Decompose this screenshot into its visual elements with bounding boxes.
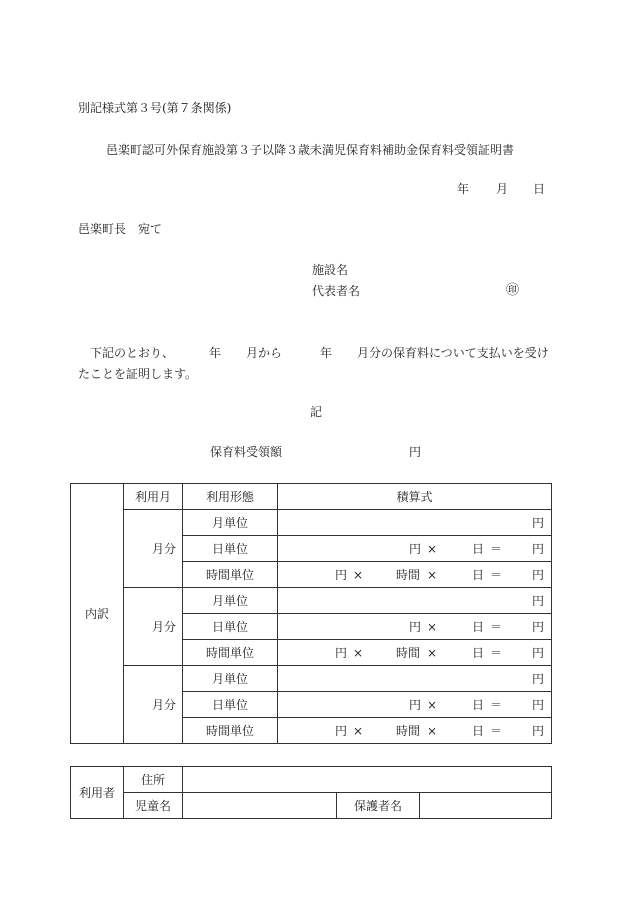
type-hourly: 時間単位	[183, 718, 278, 744]
type-daily: 日単位	[183, 614, 278, 640]
usage-month-header: 利用月	[124, 484, 183, 510]
days-unit: 日	[472, 541, 485, 556]
user-label: 利用者	[71, 767, 124, 819]
calc-cell-hourly	[278, 718, 552, 744]
type-monthly: 月単位	[183, 510, 278, 536]
address-field[interactable]	[183, 767, 552, 793]
yen-unit: 円	[532, 697, 545, 712]
breakdown-label: 内訳	[71, 484, 124, 744]
guardian-name-label: 保護者名	[337, 793, 420, 819]
yen-unit: 円	[532, 723, 545, 738]
yen-unit: 円	[532, 645, 545, 660]
ki-heading: 記	[310, 405, 323, 419]
hours-unit: 時間	[396, 723, 421, 738]
yen-unit: 円	[409, 541, 422, 556]
type-monthly: 月単位	[183, 588, 278, 614]
address-label: 住所	[124, 767, 183, 793]
date-month-label: 月	[496, 182, 509, 196]
calc-cell-monthly	[278, 510, 552, 536]
form-reference: 別記様式第３号(第７条関係)	[78, 101, 232, 115]
addressee: 邑楽町長 宛て	[78, 222, 163, 236]
days-unit: 日	[472, 723, 485, 738]
yen-unit: 円	[335, 567, 348, 582]
address-row	[71, 767, 552, 793]
times-sign: ×	[427, 619, 438, 634]
times-sign: ×	[353, 645, 364, 660]
table-header-row	[71, 484, 552, 510]
days-unit: 日	[472, 645, 485, 660]
month-cell: 月分	[124, 510, 183, 588]
calc-cell-monthly	[278, 666, 552, 692]
hours-unit: 時間	[396, 567, 421, 582]
equals-sign: ＝	[490, 697, 503, 712]
facility-name-label: 施設名	[312, 263, 349, 277]
body-year-2: 年	[320, 346, 333, 360]
times-sign: ×	[427, 567, 438, 582]
date-year-label: 年	[457, 182, 470, 196]
yen-unit: 円	[335, 723, 348, 738]
user-info-table	[70, 766, 552, 819]
table-row	[71, 666, 552, 692]
calc-cell-daily	[278, 536, 552, 562]
month-cell: 月分	[124, 666, 183, 744]
times-sign: ×	[427, 541, 438, 556]
yen-unit: 円	[532, 671, 545, 686]
calculation-header: 積算式	[278, 484, 552, 510]
yen-unit: 円	[409, 619, 422, 634]
child-name-field[interactable]	[183, 793, 337, 819]
days-unit: 日	[472, 697, 485, 712]
table-row	[71, 588, 552, 614]
calc-cell-daily	[278, 614, 552, 640]
amount-label: 保育料受領額	[210, 445, 283, 459]
calc-cell-monthly	[278, 588, 552, 614]
body-month-from: 月から	[246, 346, 283, 360]
days-unit: 日	[472, 619, 485, 634]
body-month-text: 月分の保育料について支払いを受け	[357, 346, 549, 360]
amount-unit: 円	[409, 445, 422, 459]
calc-cell-daily	[278, 692, 552, 718]
guardian-name-field[interactable]	[420, 793, 552, 819]
times-sign: ×	[353, 567, 364, 582]
body-text-line2: たことを証明します。	[78, 367, 198, 381]
body-year-1: 年	[209, 346, 222, 360]
yen-unit: 円	[409, 697, 422, 712]
table-row	[71, 510, 552, 536]
document-title: 邑楽町認可外保育施設第３子以降３歳未満児保育料補助金保育料受領証明書	[106, 143, 515, 157]
calc-cell-hourly	[278, 640, 552, 666]
type-daily: 日単位	[183, 536, 278, 562]
hours-unit: 時間	[396, 645, 421, 660]
yen-unit: 円	[335, 645, 348, 660]
yen-unit: 円	[532, 541, 545, 556]
seal-mark: ㊞	[506, 283, 520, 298]
names-row	[71, 793, 552, 819]
days-unit: 日	[472, 567, 485, 582]
calc-cell-hourly	[278, 562, 552, 588]
representative-label: 代表者名	[312, 284, 361, 298]
equals-sign: ＝	[490, 541, 503, 556]
times-sign: ×	[427, 723, 438, 738]
times-sign: ×	[353, 723, 364, 738]
equals-sign: ＝	[490, 619, 503, 634]
child-name-label: 児童名	[124, 793, 183, 819]
breakdown-table	[70, 483, 552, 744]
equals-sign: ＝	[490, 645, 503, 660]
usage-type-header: 利用形態	[183, 484, 278, 510]
month-cell: 月分	[124, 588, 183, 666]
equals-sign: ＝	[490, 567, 503, 582]
equals-sign: ＝	[490, 723, 503, 738]
type-daily: 日単位	[183, 692, 278, 718]
times-sign: ×	[427, 645, 438, 660]
yen-unit: 円	[532, 619, 545, 634]
yen-unit: 円	[532, 567, 545, 582]
yen-unit: 円	[532, 593, 545, 608]
type-hourly: 時間単位	[183, 640, 278, 666]
body-text-prefix: 下記のとおり、	[90, 346, 175, 360]
date-day-label: 日	[533, 182, 546, 196]
type-monthly: 月単位	[183, 666, 278, 692]
type-hourly: 時間単位	[183, 562, 278, 588]
times-sign: ×	[427, 697, 438, 712]
yen-unit: 円	[532, 515, 545, 530]
